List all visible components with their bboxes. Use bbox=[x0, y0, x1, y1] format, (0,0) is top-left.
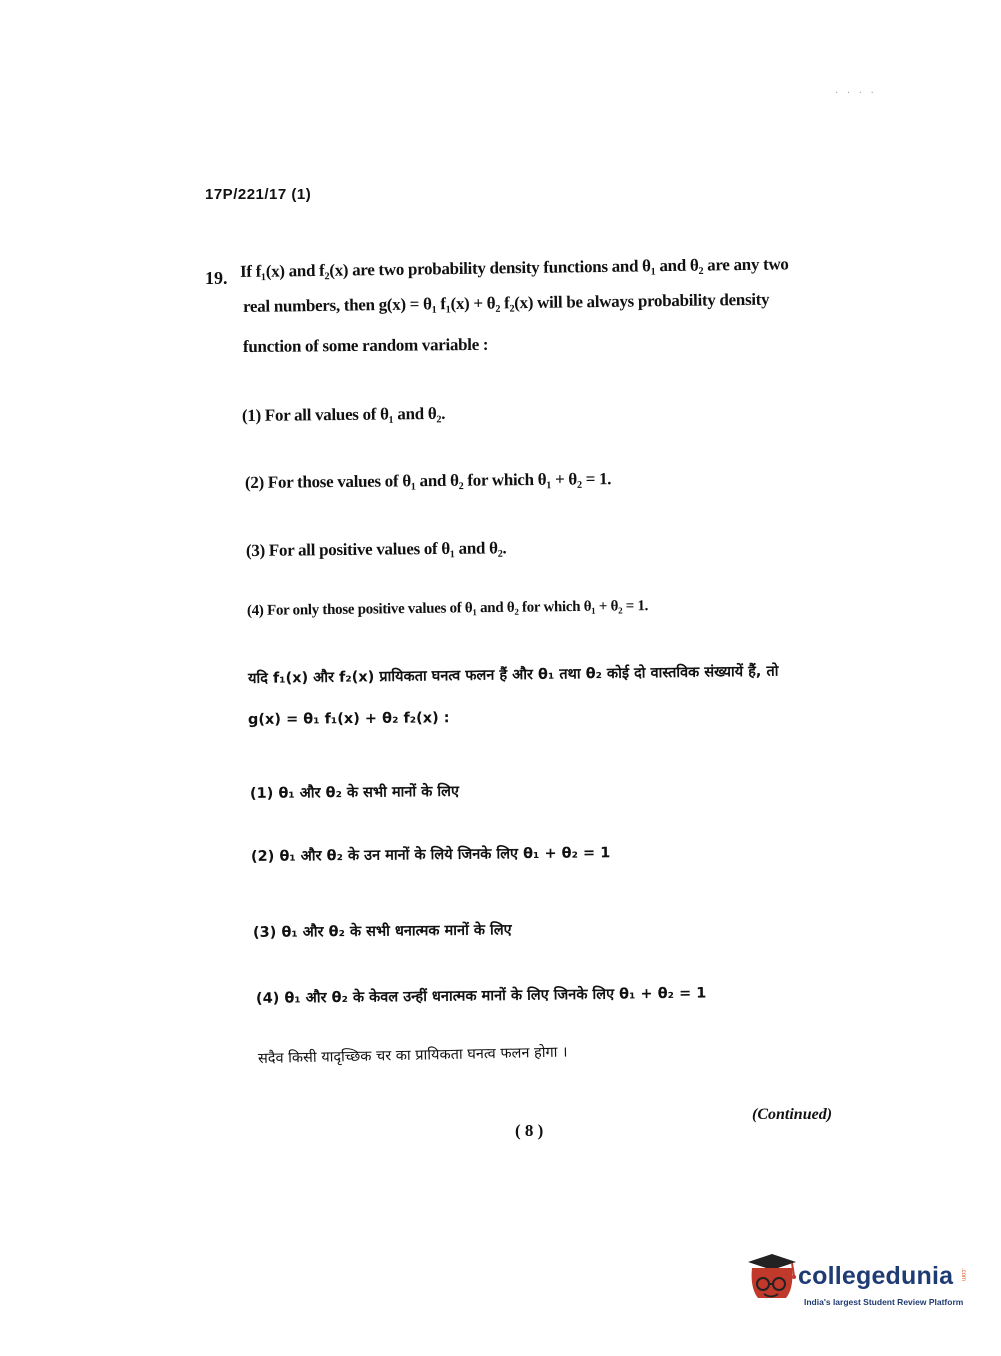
question-en-line-3: function of some random variable : bbox=[242, 334, 489, 356]
brand-tagline: India's largest Student Review Platform bbox=[804, 1297, 964, 1307]
question-hi-line-1: यदि f₁(x) और f₂(x) प्रायिकता घनत्व फलन हैं और θ₁ तथा θ₂ कोई दो वास्तविक संख्यायें हैं, तो bbox=[247, 663, 779, 687]
option-en-4: (4) For only those positive values of θ₁ and θ₂ for which θ₁ + θ₂ = 1. bbox=[246, 598, 649, 619]
question-en-line-2: real numbers, then g(x) = θ₁ f₁(x) + θ₂ f₂(x) will be always probability density bbox=[242, 289, 770, 316]
option-en-1: (1) For all values of θ₁ and θ₂. bbox=[241, 403, 446, 425]
page-number: ( 8 ) bbox=[515, 1121, 544, 1140]
option-hi-4: (4) θ₁ और θ₂ के केवल उन्हीं धनात्मक मानों के लिए जिनके लिए θ₁ + θ₂ = 1 bbox=[255, 985, 707, 1007]
paper-code: 17P/221/17 (1) bbox=[205, 186, 312, 203]
option-hi-1: (1) θ₁ और θ₂ के सभी मानों के लिए bbox=[249, 783, 460, 802]
mascot-icon bbox=[748, 1254, 796, 1298]
question-hi-line-2: g(x) = θ₁ f₁(x) + θ₂ f₂(x) : bbox=[247, 710, 450, 728]
closing-hi: सदैव किसी यादृच्छिक चर का प्रायिकता घनत्व फलन होगा । bbox=[257, 1044, 568, 1067]
brand-name: collegedunia bbox=[798, 1262, 954, 1290]
option-hi-3: (3) θ₁ और θ₂ के सभी धनात्मक मानों के लिए bbox=[252, 922, 512, 941]
question-number: 19. bbox=[205, 268, 228, 288]
option-en-2: (2) For those values of θ₁ and θ₂ for which θ₁ + θ₂ = 1. bbox=[244, 469, 612, 492]
option-en-3: (3) For all positive values of θ₁ and θ₂. bbox=[245, 538, 507, 560]
continued-label: (Continued) bbox=[752, 1106, 833, 1123]
scan-specks: · · · · bbox=[835, 88, 877, 99]
question-en-line-1: If f₁(x) and f₂(x) are two probability density functions and θ₁ and θ₂ are any two bbox=[239, 254, 789, 281]
option-hi-2: (2) θ₁ और θ₂ के उन मानों के लिये जिनके लिए θ₁ + θ₂ = 1 bbox=[250, 845, 611, 865]
brand-com: .com bbox=[960, 1268, 966, 1282]
